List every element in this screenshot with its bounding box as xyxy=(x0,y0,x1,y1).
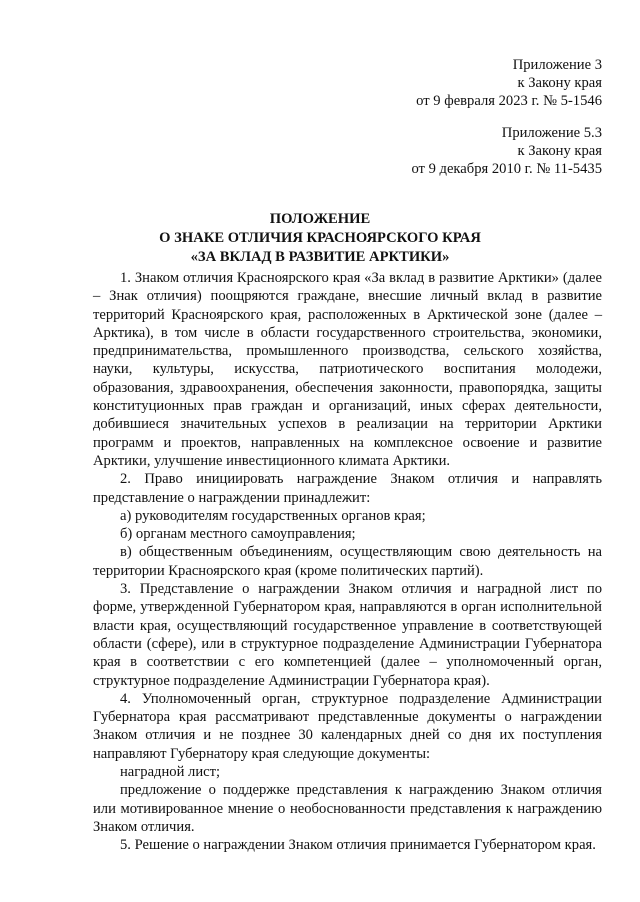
appendix-line: от 9 декабря 2010 г. № 11-5435 xyxy=(411,161,602,177)
paragraph-5: 5. Решение о награждении Знаком отличия принимается Губернатором края. xyxy=(120,837,596,854)
title-line: О ЗНАКЕ ОТЛИЧИЯ КРАСНОЯРСКОГО КРАЯ xyxy=(159,230,481,246)
document-title xyxy=(38,210,602,267)
title-line: «ЗА ВКЛАД В РАЗВИТИЕ АРКТИКИ» xyxy=(190,249,450,265)
appendix-line: от 9 февраля 2023 г. № 5-1546 xyxy=(416,93,602,109)
appendix-line: к Закону края xyxy=(517,75,602,91)
list-item-c: в) общественным объединениям, осуществляющим свою деятельность на территории Красноярского края (кроме политических партий). xyxy=(93,544,602,579)
list-item-a: а) руководителям государственных органов края; xyxy=(120,507,426,524)
document-body xyxy=(93,269,602,855)
list-item-b: б) органам местного самоуправления; xyxy=(120,526,356,543)
paragraph-2: 2. Право инициировать награждение Знаком отличия и направлять представление о награждении принадлежит: xyxy=(93,471,602,506)
paragraph-3: 3. Представление о награждении Знаком отличия и наградной лист по форме, утвержденной Губернатором края, направляются в орган исполнительной власти края, осуществляющий государственное управление в соответствующей области (сфере), или в структурное подразделение Администрации Губернатора края в соответствии с его компетенцией (далее – уполномоченный орган, структурное подразделение Администрации Губернатора края). xyxy=(93,581,602,689)
paragraph-1: 1. Знаком отличия Красноярского края «За вклад в развитие Арктики» (далее – Знак отличия) поощряются граждане, внесшие личный вклад в развитие территорий Красноярского края, расположенных в Арктической зоне (далее – Арктика), в том числе в области государственного строительства, экономики, предпринимательства, промышленного производства, сельского хозяйства, науки, культуры, искусства, патриотического воспитания молодежи, образования, здравоохранения, обеспечения законности, правопорядка, защиты конституционных прав граждан и организаций, иных сферах деятельности, добившиеся значительных успехов в реализации на территории Арктики программ и проектов, направленных на комплексное освоение и развитие Арктики, улучшение инвестиционного климата Арктики. xyxy=(93,270,602,469)
appendix-header-2 xyxy=(411,124,602,178)
appendix-header-1 xyxy=(416,56,602,110)
list-item-award-sheet: наградной лист; xyxy=(120,764,221,781)
list-item-proposal: предложение о поддержке представления к награждению Знаком отличия или мотивированное мнение о необоснованности представления к награждению Знаком отличия. xyxy=(93,782,602,835)
paragraph-4: 4. Уполномоченный орган, структурное подразделение Администрации Губернатора края рассматривают представленные документы о награждении Знаком отличия и не позднее 30 календарных дней со дня их поступления направляют Губернатору края следующие документы: xyxy=(93,690,602,762)
appendix-line: Приложение 5.3 xyxy=(501,125,602,141)
appendix-line: к Закону края xyxy=(517,143,602,159)
appendix-line: Приложение 3 xyxy=(512,57,602,73)
title-line: ПОЛОЖЕНИЕ xyxy=(269,211,371,227)
